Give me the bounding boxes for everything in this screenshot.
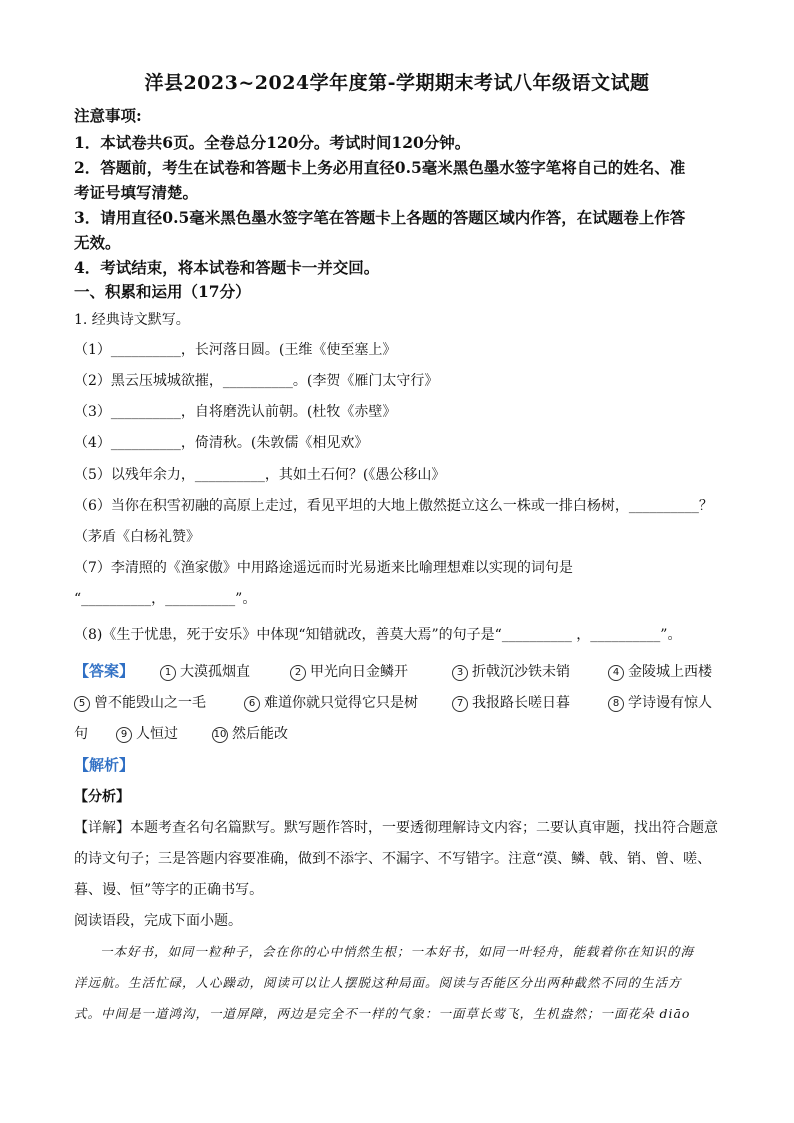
- answer-item: 6 难道你就只觉得它只是树: [244, 692, 418, 712]
- fenxi-label: 【分析】: [74, 789, 130, 805]
- question-item: （5）以残年余力，__________，其如土石何？(《愚公移山》: [74, 467, 446, 483]
- notice-line: 4．考试结束，将本试卷和答题卡一并交回。: [74, 258, 380, 277]
- notice-line: 无效。: [74, 233, 121, 252]
- analysis-label: 【解析】: [74, 756, 135, 774]
- passage-line: 洋远航。生活忙碌，人心躁动，阅读可以让人摆脱这种局面。阅读与否能区分出两种截然不同的生活方: [74, 975, 682, 990]
- question-item: （茅盾《白杨礼赞》: [74, 529, 200, 545]
- question-item: （2）黑云压城城欲摧，__________。(李贺《雁门太守行》: [74, 373, 439, 389]
- passage-line: 式。中间是一道鸿沟，一道屏障，两边是完全不一样的气象：一面草长莺飞，生机盎然；一面花朵 diāo: [74, 1006, 691, 1021]
- notice-line: 3．请用直径0.5毫米黑色墨水签字笔在答题卡上各题的答题区域内作答，在试题卷上作答: [74, 208, 686, 227]
- question-1: 1. 经典诗文默写。: [74, 312, 190, 328]
- question-item: （6）当你在积雪初融的高原上走过，看见平坦的大地上傲然挺立这么一株或一排白杨树，__________？: [74, 498, 713, 514]
- question-item: （7）李清照的《渔家傲》中用路途遥远而时光易逝来比喻理想难以实现的词句是: [74, 560, 573, 576]
- detail-line: 的诗文句子；三是答题内容要准确，做到不添字、不漏字、不写错字。注意“漠、鳞、戟、销、曾、嗟、: [74, 851, 712, 867]
- answer-item: 2 甲光向日金鳞开: [290, 661, 408, 681]
- answer-item: 1 大漠孤烟直: [160, 661, 250, 681]
- answer-label: 【答案】: [74, 662, 135, 680]
- section-heading: 一、积累和运用（17分）: [74, 282, 251, 301]
- question-item: （3）__________，自将磨洗认前朝。(杜牧《赤壁》: [74, 404, 397, 420]
- passage-line: 一本好书，如同一粒种子，会在你的心中悄然生根；一本好书，如同一叶轻舟，能载着你在知识的海: [100, 944, 695, 959]
- answer-item: 3 折戟沉沙铁未销: [452, 661, 570, 681]
- notice-line: 考证号填写清楚。: [74, 183, 199, 202]
- answer-item: 9 人恒过: [116, 723, 178, 743]
- detail-line: 【详解】本题考查名句名篇默写。默写题作答时，一要透彻理解诗文内容；二要认真审题，找出符合题意: [74, 820, 718, 836]
- exam-title: 洋县2023~2024学年度第-学期期末考试八年级语文试题: [144, 72, 650, 94]
- notice-heading: 注意事项:: [74, 106, 142, 125]
- answer-item: 4 金陵城上西楼: [608, 661, 712, 681]
- reading-intro: 阅读语段，完成下面小题。: [74, 913, 242, 929]
- answer-item: 10 然后能改: [213, 726, 288, 742]
- answer-item: 5 曾不能毁山之一毛: [74, 692, 206, 712]
- answer-item: 7 我报路长嗟日暮: [452, 692, 570, 712]
- question-item: （8)《生于忧患，死于安乐》中体现“知错就改，善莫大焉”的句子是“__________ ，__________”。: [74, 627, 682, 643]
- question-item: “__________，__________”。: [74, 591, 257, 607]
- question-item: （4）__________，倚清秋。(朱敦儒《相见欢》: [74, 435, 369, 451]
- notice-line: 1．本试卷共6页。全卷总分120分。考试时间120分钟。: [74, 133, 471, 152]
- notice-line: 2．答题前，考生在试卷和答题卡上务必用直径0.5毫米黑色墨水签字笔将自己的姓名、准: [74, 158, 686, 177]
- answer-item: 8 学诗谩有惊人: [608, 692, 712, 712]
- answer-item: 句: [74, 726, 88, 742]
- question-item: （1）__________，长河落日圆。(王维《使至塞上》: [74, 342, 397, 358]
- detail-line: 暮、谩、恒”等字的正确书写。: [74, 882, 264, 898]
